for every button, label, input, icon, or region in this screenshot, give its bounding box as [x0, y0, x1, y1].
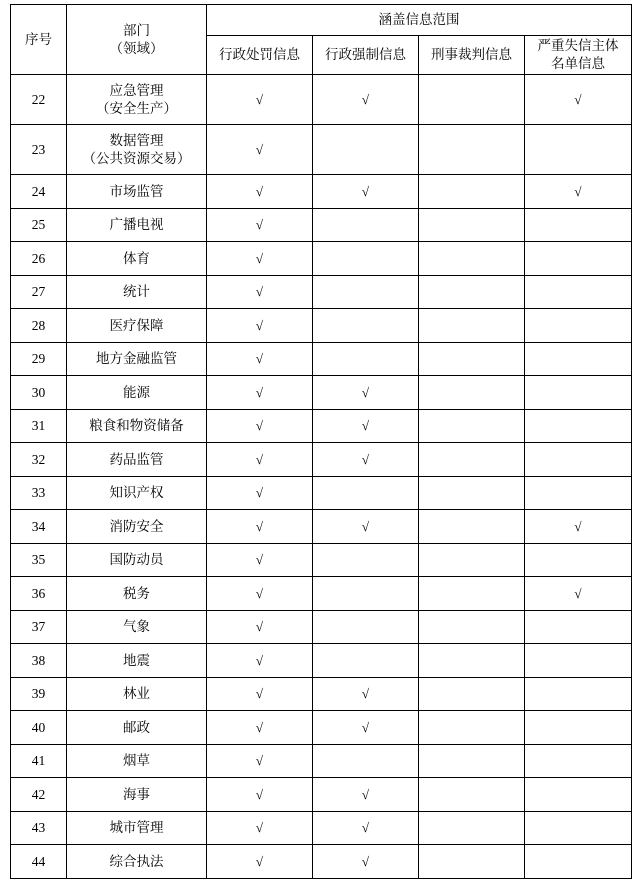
cell-admin-coercion	[313, 125, 419, 175]
cell-serious-dishonesty-list	[525, 476, 632, 510]
cell-serious-dishonesty-list	[525, 175, 632, 209]
cell-serious-dishonesty-list	[525, 778, 632, 812]
header-index: 序号	[11, 5, 67, 75]
table-row	[11, 510, 632, 544]
check-icon: √	[255, 91, 264, 107]
cell-admin-coercion	[313, 75, 419, 125]
cell-admin-penalty	[207, 610, 313, 644]
row-index: 28	[11, 309, 67, 343]
check-icon: √	[574, 518, 582, 534]
row-index: 35	[11, 543, 67, 577]
row-department-line: 应急管理	[109, 82, 164, 98]
row-department-line: 地震	[123, 652, 150, 668]
cell-serious-dishonesty-list	[525, 644, 632, 678]
row-department	[67, 242, 207, 276]
row-department-line: （公共资源交易）	[82, 150, 191, 166]
table-row	[11, 811, 632, 845]
cell-criminal-judgment	[419, 376, 525, 410]
table-row	[11, 376, 632, 410]
row-department	[67, 443, 207, 477]
cell-admin-penalty	[207, 125, 313, 175]
row-department-line: 能源	[123, 384, 150, 400]
cell-criminal-judgment	[419, 744, 525, 778]
cell-criminal-judgment	[419, 845, 525, 879]
row-department-line: 邮政	[123, 719, 150, 735]
check-icon: √	[255, 686, 264, 702]
table-row	[11, 409, 632, 443]
row-department-line: 气象	[123, 619, 150, 635]
row-index: 22	[11, 75, 67, 125]
cell-admin-coercion	[313, 845, 419, 879]
cell-admin-coercion	[313, 409, 419, 443]
header-serious-dishonesty-list	[525, 36, 632, 75]
cell-criminal-judgment	[419, 342, 525, 376]
row-department	[67, 476, 207, 510]
cell-criminal-judgment	[419, 811, 525, 845]
table-row	[11, 175, 632, 209]
check-icon: √	[255, 250, 264, 266]
table-row	[11, 125, 632, 175]
cell-criminal-judgment	[419, 577, 525, 611]
cell-criminal-judgment	[419, 275, 525, 309]
check-icon: √	[255, 384, 264, 400]
cell-criminal-judgment	[419, 125, 525, 175]
check-icon: √	[255, 284, 264, 300]
row-department	[67, 610, 207, 644]
row-department-line: 海事	[123, 786, 150, 802]
cell-serious-dishonesty-list	[525, 208, 632, 242]
cell-admin-penalty	[207, 443, 313, 477]
cell-criminal-judgment	[419, 175, 525, 209]
cell-admin-coercion	[313, 744, 419, 778]
cell-admin-penalty	[207, 811, 313, 845]
cell-admin-coercion	[313, 309, 419, 343]
cell-admin-coercion	[313, 175, 419, 209]
cell-admin-penalty	[207, 376, 313, 410]
check-icon: √	[255, 351, 264, 367]
check-icon: √	[255, 418, 264, 434]
table-header	[11, 5, 632, 75]
cell-admin-penalty	[207, 342, 313, 376]
row-department-line: 药品监管	[109, 451, 164, 467]
row-index: 38	[11, 644, 67, 678]
table-body	[11, 75, 632, 879]
row-department	[67, 677, 207, 711]
row-index: 33	[11, 476, 67, 510]
header-department	[67, 5, 207, 75]
cell-admin-penalty	[207, 644, 313, 678]
check-icon: √	[255, 518, 264, 534]
cell-criminal-judgment	[419, 208, 525, 242]
row-index: 34	[11, 510, 67, 544]
table-row	[11, 677, 632, 711]
cell-admin-coercion	[313, 543, 419, 577]
cell-serious-dishonesty-list	[525, 342, 632, 376]
check-icon: √	[574, 91, 582, 107]
cell-serious-dishonesty-list	[525, 376, 632, 410]
cell-serious-dishonesty-list	[525, 309, 632, 343]
cell-admin-coercion	[313, 510, 419, 544]
row-department	[67, 409, 207, 443]
table-row	[11, 711, 632, 745]
table-row	[11, 744, 632, 778]
row-department-line: 林业	[123, 686, 150, 702]
check-icon: √	[361, 786, 370, 802]
table-row	[11, 275, 632, 309]
table-row	[11, 644, 632, 678]
row-department-line: 知识产权	[109, 485, 164, 501]
credit-information-scope-table	[10, 4, 632, 879]
row-department-line: 统计	[123, 284, 150, 300]
row-department-line: 粮食和物资储备	[89, 418, 184, 434]
check-icon: √	[255, 753, 264, 769]
cell-serious-dishonesty-list	[525, 845, 632, 879]
header-department-line1: 部门	[123, 22, 150, 38]
row-department	[67, 845, 207, 879]
table-row	[11, 208, 632, 242]
check-icon: √	[361, 518, 370, 534]
header-admin-coercion: 行政强制信息	[313, 36, 419, 75]
cell-criminal-judgment	[419, 677, 525, 711]
header-serious-dishonesty-list-line2: 名单信息	[551, 56, 605, 72]
cell-criminal-judgment	[419, 309, 525, 343]
cell-admin-coercion	[313, 242, 419, 276]
check-icon: √	[574, 585, 582, 601]
cell-admin-penalty	[207, 309, 313, 343]
row-department-line: 广播电视	[109, 217, 164, 233]
check-icon: √	[361, 820, 370, 836]
cell-admin-penalty	[207, 242, 313, 276]
cell-serious-dishonesty-list	[525, 744, 632, 778]
cell-admin-coercion	[313, 275, 419, 309]
row-index: 44	[11, 845, 67, 879]
row-department	[67, 778, 207, 812]
row-department	[67, 125, 207, 175]
check-icon: √	[361, 686, 370, 702]
cell-serious-dishonesty-list	[525, 409, 632, 443]
cell-admin-coercion	[313, 778, 419, 812]
row-department-line: 数据管理	[109, 132, 164, 148]
row-index: 39	[11, 677, 67, 711]
row-department-line: 体育	[123, 250, 150, 266]
row-department	[67, 577, 207, 611]
table-row	[11, 242, 632, 276]
cell-admin-coercion	[313, 577, 419, 611]
row-department	[67, 175, 207, 209]
table-row	[11, 476, 632, 510]
cell-admin-coercion	[313, 208, 419, 242]
row-index: 25	[11, 208, 67, 242]
cell-admin-penalty	[207, 510, 313, 544]
row-department	[67, 75, 207, 125]
cell-serious-dishonesty-list	[525, 610, 632, 644]
header-criminal-judgment: 刑事裁判信息	[419, 36, 525, 75]
table-row	[11, 75, 632, 125]
row-department	[67, 744, 207, 778]
cell-serious-dishonesty-list	[525, 125, 632, 175]
table-row	[11, 342, 632, 376]
cell-admin-coercion	[313, 677, 419, 711]
table-row	[11, 577, 632, 611]
check-icon: √	[361, 91, 370, 107]
cell-admin-penalty	[207, 275, 313, 309]
cell-criminal-judgment	[419, 443, 525, 477]
check-icon: √	[255, 585, 264, 601]
check-icon: √	[255, 552, 264, 568]
cell-admin-coercion	[313, 811, 419, 845]
row-department-line: 城市管理	[109, 820, 164, 836]
row-index: 41	[11, 744, 67, 778]
row-index: 29	[11, 342, 67, 376]
cell-admin-coercion	[313, 610, 419, 644]
check-icon: √	[361, 451, 370, 467]
row-department	[67, 275, 207, 309]
cell-criminal-judgment	[419, 409, 525, 443]
check-icon: √	[361, 183, 370, 199]
cell-admin-penalty	[207, 208, 313, 242]
header-serious-dishonesty-list-line1: 严重失信主体	[537, 38, 619, 53]
row-index: 26	[11, 242, 67, 276]
check-icon: √	[255, 719, 264, 735]
row-department	[67, 376, 207, 410]
row-department	[67, 342, 207, 376]
row-index: 43	[11, 811, 67, 845]
check-icon: √	[255, 786, 264, 802]
cell-criminal-judgment	[419, 543, 525, 577]
cell-serious-dishonesty-list	[525, 75, 632, 125]
cell-serious-dishonesty-list	[525, 443, 632, 477]
header-scope-group: 涵盖信息范围	[207, 5, 632, 36]
cell-criminal-judgment	[419, 778, 525, 812]
check-icon: √	[574, 183, 582, 199]
row-department-line: 地方金融监管	[96, 351, 177, 367]
cell-criminal-judgment	[419, 711, 525, 745]
check-icon: √	[255, 820, 264, 836]
row-index: 40	[11, 711, 67, 745]
table-row	[11, 845, 632, 879]
cell-admin-penalty	[207, 711, 313, 745]
row-department	[67, 208, 207, 242]
row-department	[67, 711, 207, 745]
row-department	[67, 644, 207, 678]
check-icon: √	[255, 217, 264, 233]
cell-serious-dishonesty-list	[525, 811, 632, 845]
row-department-line: 综合执法	[109, 853, 164, 869]
check-icon: √	[255, 451, 264, 467]
cell-serious-dishonesty-list	[525, 510, 632, 544]
row-index: 31	[11, 409, 67, 443]
cell-criminal-judgment	[419, 510, 525, 544]
cell-admin-penalty	[207, 476, 313, 510]
cell-admin-penalty	[207, 845, 313, 879]
cell-admin-penalty	[207, 75, 313, 125]
header-admin-penalty: 行政处罚信息	[207, 36, 313, 75]
check-icon: √	[255, 317, 264, 333]
check-icon: √	[255, 183, 264, 199]
row-index: 30	[11, 376, 67, 410]
check-icon: √	[361, 418, 370, 434]
check-icon: √	[361, 719, 370, 735]
row-index: 36	[11, 577, 67, 611]
row-department	[67, 309, 207, 343]
cell-serious-dishonesty-list	[525, 543, 632, 577]
cell-criminal-judgment	[419, 242, 525, 276]
cell-serious-dishonesty-list	[525, 577, 632, 611]
row-department-line: 烟草	[123, 753, 150, 769]
table-row	[11, 778, 632, 812]
check-icon: √	[361, 384, 370, 400]
table-row	[11, 443, 632, 477]
cell-admin-penalty	[207, 778, 313, 812]
cell-criminal-judgment	[419, 476, 525, 510]
cell-admin-penalty	[207, 744, 313, 778]
row-department-line: 医疗保障	[109, 317, 164, 333]
table-row	[11, 309, 632, 343]
cell-admin-coercion	[313, 476, 419, 510]
row-index: 42	[11, 778, 67, 812]
row-index: 23	[11, 125, 67, 175]
cell-serious-dishonesty-list	[525, 711, 632, 745]
cell-admin-coercion	[313, 443, 419, 477]
check-icon: √	[255, 619, 264, 635]
cell-admin-penalty	[207, 677, 313, 711]
cell-serious-dishonesty-list	[525, 275, 632, 309]
check-icon: √	[255, 485, 264, 501]
row-department	[67, 811, 207, 845]
cell-serious-dishonesty-list	[525, 677, 632, 711]
check-icon: √	[255, 853, 264, 869]
cell-admin-coercion	[313, 644, 419, 678]
cell-admin-penalty	[207, 577, 313, 611]
row-index: 37	[11, 610, 67, 644]
row-department-line: 市场监管	[109, 183, 164, 199]
row-department-line: 税务	[123, 585, 150, 601]
cell-admin-penalty	[207, 175, 313, 209]
cell-admin-coercion	[313, 711, 419, 745]
row-index: 27	[11, 275, 67, 309]
cell-criminal-judgment	[419, 610, 525, 644]
table-row	[11, 610, 632, 644]
check-icon: √	[255, 141, 264, 157]
row-index: 32	[11, 443, 67, 477]
table-row	[11, 543, 632, 577]
cell-serious-dishonesty-list	[525, 242, 632, 276]
cell-criminal-judgment	[419, 75, 525, 125]
header-department-line2: （领域）	[109, 40, 164, 56]
check-icon: √	[361, 853, 370, 869]
cell-admin-penalty	[207, 543, 313, 577]
row-department	[67, 543, 207, 577]
header-row-top	[11, 5, 632, 36]
cell-admin-coercion	[313, 376, 419, 410]
check-icon: √	[255, 652, 264, 668]
cell-admin-coercion	[313, 342, 419, 376]
row-department-line: 国防动员	[109, 552, 164, 568]
row-department-line: 消防安全	[109, 518, 164, 534]
row-index: 24	[11, 175, 67, 209]
row-department-line: （安全生产）	[96, 100, 177, 116]
cell-admin-penalty	[207, 409, 313, 443]
cell-criminal-judgment	[419, 644, 525, 678]
row-department	[67, 510, 207, 544]
